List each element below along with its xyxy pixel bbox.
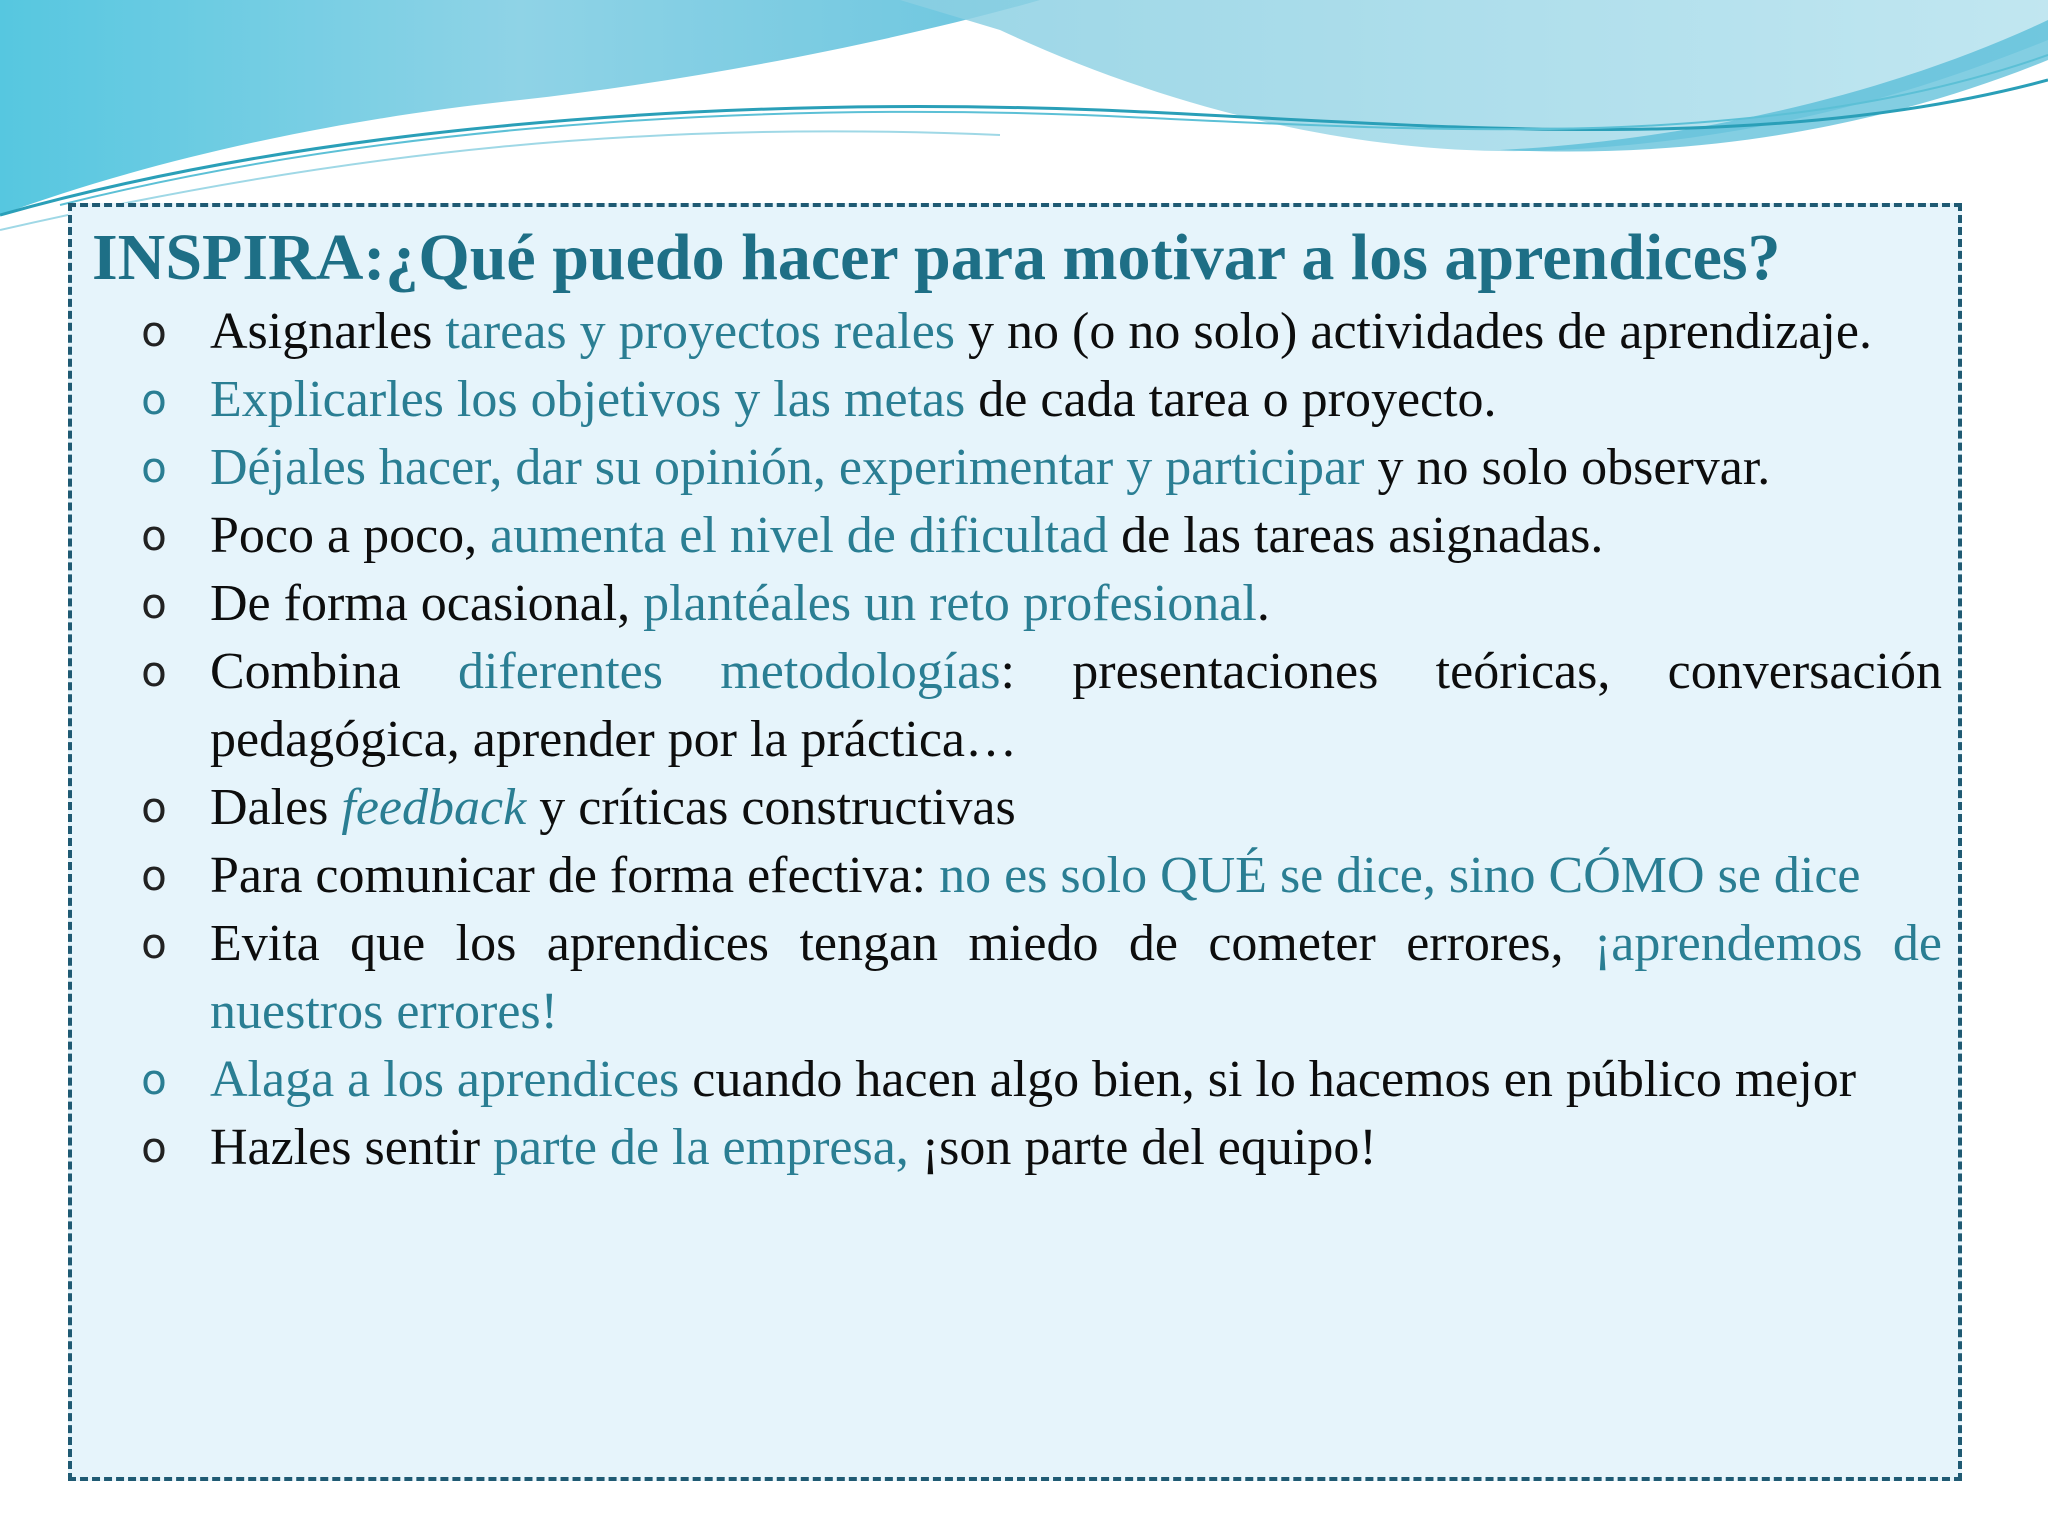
bullet-icon: o: [141, 1123, 167, 1172]
list-item: [134, 1114, 1942, 1182]
item-text: cuando hacen algo bien, si lo hacemos en público mejor: [679, 1051, 1857, 1108]
bullet-icon: o: [141, 919, 167, 968]
item-text: Asignarles: [210, 303, 446, 360]
list-item: [134, 434, 1942, 502]
highlighted-text: Déjales hacer, dar su opinión, experimentar y participar: [210, 439, 1365, 496]
list-item: [134, 842, 1942, 910]
item-text: Evita que los aprendices tengan miedo de cometer errores,: [210, 915, 1594, 972]
highlighted-text: Explicarles los objetivos y las metas: [210, 371, 966, 428]
bullet-icon: o: [141, 1055, 167, 1104]
bullet-icon: o: [141, 375, 167, 424]
item-text: de cada tarea o proyecto.: [965, 371, 1497, 428]
item-text: Para comunicar de forma efectiva:: [210, 847, 940, 904]
bullet-icon: o: [141, 307, 167, 356]
item-text: De forma ocasional,: [210, 575, 644, 632]
item-text: ¡son parte del equipo!: [908, 1119, 1377, 1176]
bullet-icon: o: [141, 851, 167, 900]
highlighted-text: Alaga a los aprendices: [210, 1051, 680, 1108]
highlighted-text: no es solo QUÉ se dice, sino CÓMO se dice: [939, 847, 1861, 904]
highlighted-text: ¡aprendemos de nuestros errores!: [210, 915, 1942, 1040]
list-item: [134, 1046, 1942, 1114]
item-text: de las tareas asignadas.: [1108, 507, 1604, 564]
item-text: Hazles sentir: [210, 1119, 494, 1176]
highlighted-text: tareas y proyectos reales: [445, 303, 956, 360]
bullet-list: [134, 298, 1942, 1182]
highlighted-text: diferentes metodologías: [457, 643, 1001, 700]
highlighted-text: plantéales un reto profesional: [643, 575, 1257, 632]
list-item: [134, 298, 1942, 366]
list-item: [134, 502, 1942, 570]
bullet-icon: o: [141, 443, 167, 492]
item-text: y críticas constructivas: [526, 779, 1016, 836]
item-text: y no solo observar.: [1364, 439, 1771, 496]
item-text: : presentaciones teóricas, conversación pedagógica, aprender por la práctica…: [210, 643, 1942, 768]
list-item: [134, 910, 1942, 1046]
list-item: [134, 638, 1942, 774]
bullet-icon: o: [141, 647, 167, 696]
list-item: [134, 366, 1942, 434]
highlighted-text: feedback: [341, 779, 527, 836]
bullet-icon: o: [141, 783, 167, 832]
bullet-icon: o: [141, 579, 167, 628]
bullet-icon: o: [141, 511, 167, 560]
item-text: Poco a poco,: [210, 507, 491, 564]
highlighted-text: aumenta el nivel de dificultad: [490, 507, 1109, 564]
item-text: Combina: [210, 643, 458, 700]
slide-title: INSPIRA:¿Qué puedo hacer para motivar a los aprendices?: [92, 221, 1781, 294]
list-item: [134, 570, 1942, 638]
item-text: Dales: [210, 779, 342, 836]
highlighted-text: parte de la empresa,: [493, 1119, 909, 1176]
item-text: .: [1256, 575, 1270, 632]
item-text: y no (o no solo) actividades de aprendizaje.: [955, 303, 1872, 360]
list-item: [134, 774, 1942, 842]
